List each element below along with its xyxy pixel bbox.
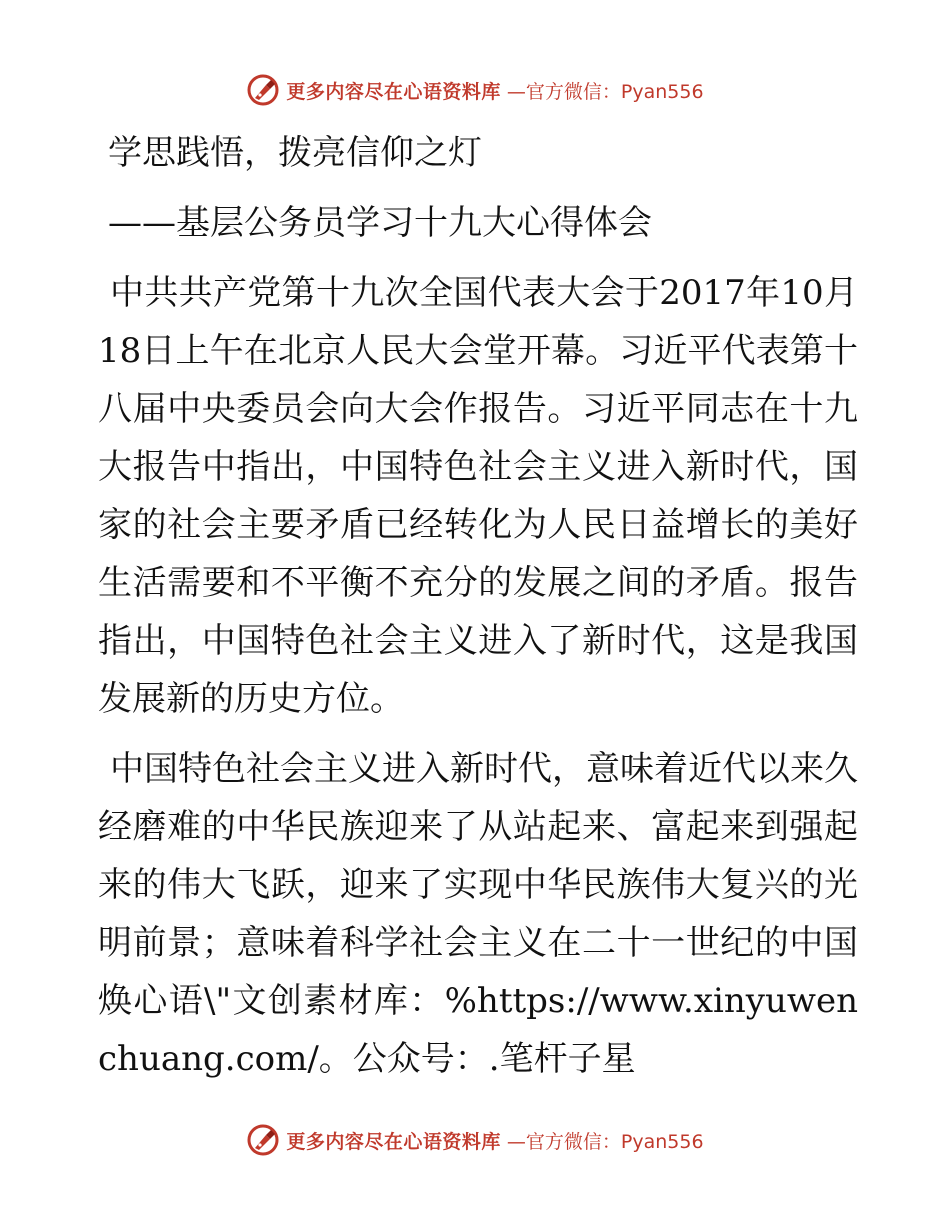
header-banner-main: 更多内容尽在心语资料库	[286, 80, 501, 103]
header-banner-content	[246, 73, 703, 107]
document-title: 学思践悟，拨亮信仰之灯	[108, 133, 482, 173]
pen-nib-logo-icon	[246, 1123, 280, 1157]
footer-banner-content	[246, 1123, 703, 1157]
document-body	[98, 124, 858, 1088]
footer-banner-main: 更多内容尽在心语资料库	[286, 1130, 501, 1153]
footer-banner-sub: —官方微信：Pyan556	[506, 1130, 704, 1153]
header-banner-sub: —官方微信：Pyan556	[506, 80, 704, 103]
document-subtitle: ——基层公务员学习十九大心得体会	[108, 203, 652, 243]
header-banner	[0, 70, 950, 110]
paragraph-2: 中国特色社会主义进入新时代，意味着近代以来久经磨难的中华民族迎来了从站起来、富起来到强起来的伟大飞跃，迎来了实现中华民族伟大复兴的光明前景；意味着科学社会主义在二十一世纪的中国焕心语\"文创素材库：%https://www.xinyuwenchuang.com/。公众号：.笔杆子星	[98, 749, 858, 1079]
paragraph-1: 中共共产党第十九次全国代表大会于2017年10月18日上午在北京人民大会堂开幕。习近平代表第十八届中央委员会向大会作报告。习近平同志在十九大报告中指出，中国特色社会主义进入新时代，国家的社会主要矛盾已经转化为人民日益增长的美好生活需要和不平衡不充分的发展之间的矛盾。报告指出，中国特色社会主义进入了新时代，这是我国发展新的历史方位。	[98, 273, 858, 719]
footer-banner	[0, 1120, 950, 1160]
pen-nib-logo-icon	[246, 73, 280, 107]
